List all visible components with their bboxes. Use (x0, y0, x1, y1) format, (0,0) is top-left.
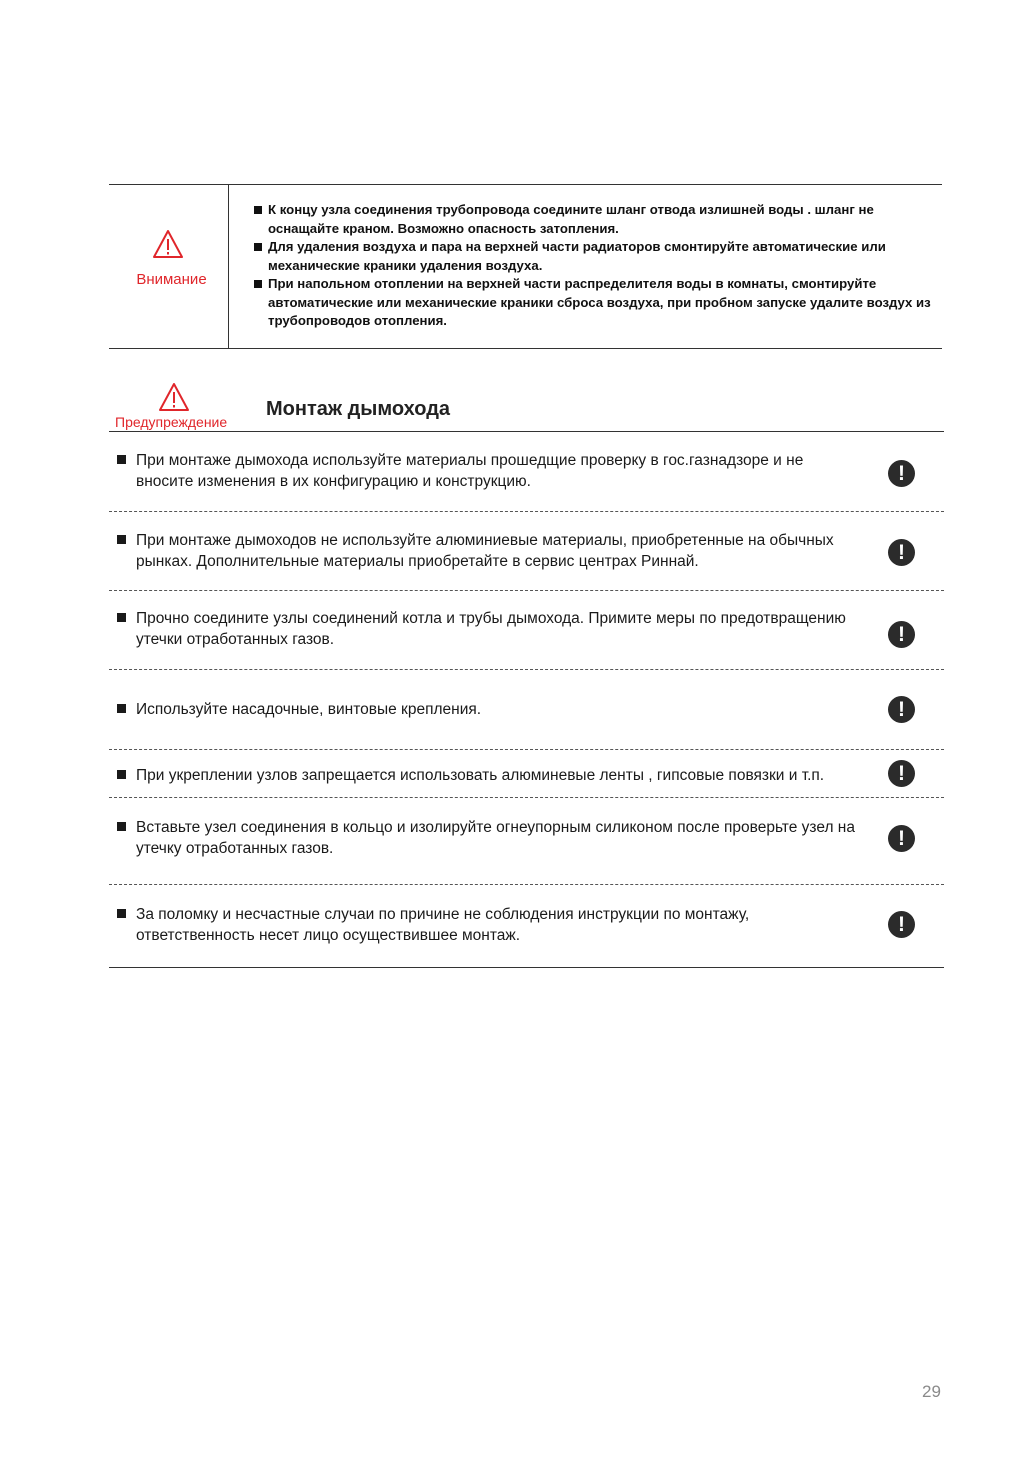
warning-item (117, 450, 857, 492)
caution-box (109, 184, 942, 349)
warning-item (117, 904, 857, 946)
section-title: Монтаж дымохода (266, 398, 451, 420)
warning-item-text: При укреплении узлов запрещается использовать алюминевые ленты , гипсовые повязки и т.п. (136, 767, 825, 784)
caution-item (254, 201, 944, 238)
warning-item-text: Используйте насадочные, винтовые крепления. (136, 701, 482, 718)
warning-item (117, 699, 857, 720)
mandatory-icon: ! (888, 539, 915, 566)
square-bullet-icon (117, 455, 126, 464)
mandatory-icon: ! (888, 621, 915, 648)
warning-triangle-icon (158, 382, 190, 412)
dashed-divider (109, 797, 944, 798)
dashed-divider (109, 749, 944, 750)
square-bullet-icon (117, 613, 126, 622)
section-bottom-rule (109, 967, 944, 968)
caution-item (254, 275, 944, 331)
warning-item-text: При монтаже дымохода используйте материалы прошедщие проверку в гос.газнадзоре и не вносите изменения в их конфигурацию и конструкцию. (136, 452, 804, 490)
caution-side (109, 185, 229, 348)
dashed-divider (109, 590, 944, 591)
square-bullet-icon (117, 535, 126, 544)
square-bullet-icon (254, 206, 262, 214)
warning-item-text: При монтаже дымоходов не используйте алюминиевые материалы, приобретенные на обычных рынках. Дополнительные материалы приобретайте в сервис центрах Риннай. (136, 532, 834, 570)
square-bullet-icon (117, 770, 126, 779)
caution-item-text: При напольном отоплении на верхней части распределителя воды в комнаты, смонтируйте автоматические или механические краники сброса воздуха, при пробном запуске удалите воздух из трубопроводов отопления. (268, 276, 931, 328)
page-number: 29 (922, 1382, 941, 1401)
caution-item (254, 238, 944, 275)
warning-item (117, 817, 857, 859)
warning-item-text: Прочно соедините узлы соединений котла и трубы дымохода. Примите меры по предотвращению утечки отработанных газов. (136, 610, 846, 648)
square-bullet-icon (254, 280, 262, 288)
dashed-divider (109, 884, 944, 885)
square-bullet-icon (117, 822, 126, 831)
mandatory-icon: ! (888, 460, 915, 487)
section-top-rule (109, 431, 944, 432)
caution-item-text: К концу узла соединения трубопровода соедините шланг отвода излишней воды . шланг не оснащайте краном. Возможно опасность затопления. (268, 202, 874, 236)
warning-item-text: За поломку и несчастные случаи по причине не соблюдения инструкции по монтажу, ответственность несет лицо осуществившее монтаж. (136, 906, 750, 944)
warning-label: Предупреждение (115, 414, 228, 430)
mandatory-icon: ! (888, 911, 915, 938)
warning-item (117, 765, 857, 786)
square-bullet-icon (254, 243, 262, 251)
mandatory-icon: ! (888, 825, 915, 852)
warning-item (117, 608, 857, 650)
warning-item (117, 530, 857, 572)
caution-list (254, 201, 944, 331)
mandatory-icon: ! (888, 760, 915, 787)
dashed-divider (109, 511, 944, 512)
caution-item-text: Для удаления воздуха и пара на верхней части радиаторов смонтируйте автоматические или механические краники удаления воздуха. (268, 239, 886, 273)
caution-triangle-icon (152, 229, 184, 259)
caution-label: Внимание (136, 271, 207, 288)
square-bullet-icon (117, 909, 126, 918)
warning-item-text: Вставьте узел соединения в кольцо и изолируйте огнеупорным силиконом после проверьте узел на утечку отработанных газов. (136, 819, 855, 857)
dashed-divider (109, 669, 944, 670)
square-bullet-icon (117, 704, 126, 713)
mandatory-icon: ! (888, 696, 915, 723)
